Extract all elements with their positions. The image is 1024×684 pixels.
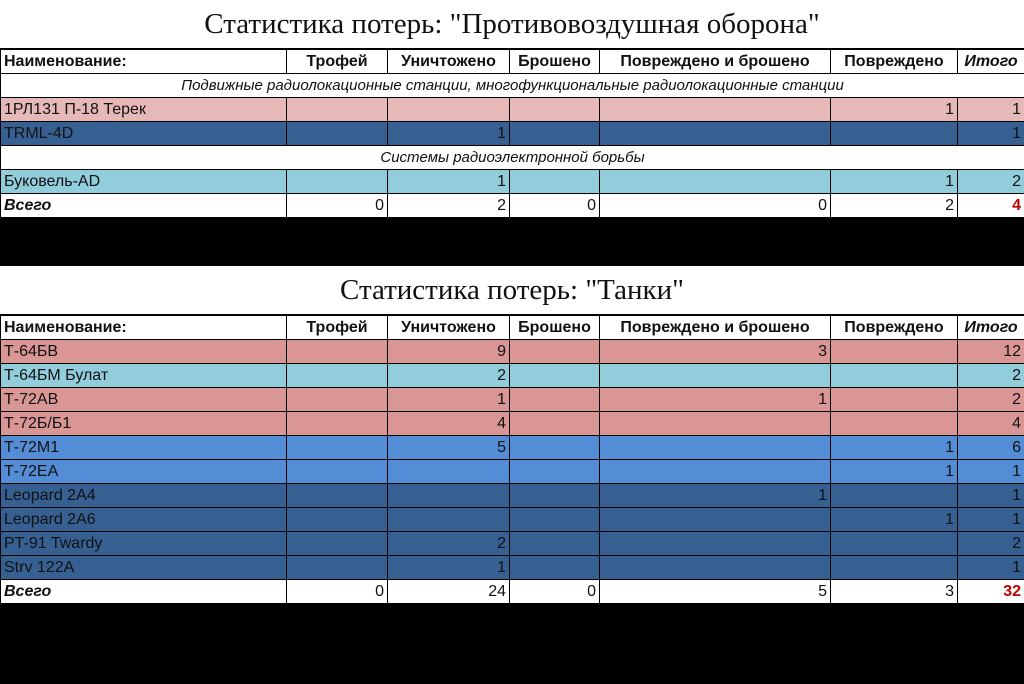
value-cell [600,508,831,532]
row-total-cell: 12 [958,340,1024,364]
row-name: TRML-4D [1,122,287,146]
header-row [1,316,1024,340]
table-row [1,98,1024,122]
section-label: Подвижные радиолокационные станции, многофункциональные радиолокационные станции [1,74,1024,98]
value-cell [388,460,510,484]
row-name: Всего [1,194,287,218]
row-name: Leopard 2A4 [1,484,287,508]
value-cell: 1 [831,436,958,460]
value-cell: 2 [831,194,958,218]
header-trophy: Трофей [287,316,388,340]
value-cell: 1 [388,122,510,146]
row-name: Всего [1,580,287,604]
row-name: Т-64БМ Булат [1,364,287,388]
value-cell [388,484,510,508]
total-row [1,194,1024,218]
value-cell [510,412,600,436]
value-cell [510,460,600,484]
value-cell [600,460,831,484]
value-cell [287,532,388,556]
value-cell [388,98,510,122]
value-cell: 1 [831,98,958,122]
value-cell [831,412,958,436]
value-cell: 0 [287,194,388,218]
value-cell [510,388,600,412]
table-row [1,340,1024,364]
row-total-cell: 2 [958,388,1024,412]
value-cell [510,122,600,146]
row-total-cell: 32 [958,580,1024,604]
air-defense-table [0,49,1024,218]
value-cell: 1 [388,556,510,580]
row-name: PT-91 Twardy [1,532,287,556]
row-total-cell: 4 [958,412,1024,436]
table-row [1,170,1024,194]
row-name: Т-72Б/Б1 [1,412,287,436]
value-cell [600,532,831,556]
section-row [1,146,1024,170]
header-row [1,50,1024,74]
value-cell [510,508,600,532]
value-cell [831,532,958,556]
row-name: Т-72М1 [1,436,287,460]
value-cell: 1 [831,508,958,532]
row-total-cell: 6 [958,436,1024,460]
table-row [1,122,1024,146]
row-name: Strv 122A [1,556,287,580]
row-total-cell: 2 [958,532,1024,556]
header-abandoned: Брошено [510,316,600,340]
value-cell [287,388,388,412]
value-cell [600,122,831,146]
tanks-title: Статистика потерь: "Танки" [0,266,1024,315]
value-cell [287,436,388,460]
row-total-cell: 1 [958,122,1024,146]
row-total-cell: 1 [958,484,1024,508]
value-cell: 0 [600,194,831,218]
row-name: Т-72АВ [1,388,287,412]
row-name: Т-64БВ [1,340,287,364]
row-total-cell: 2 [958,170,1024,194]
table-row [1,364,1024,388]
section-row [1,74,1024,98]
value-cell: 1 [600,388,831,412]
value-cell: 5 [600,580,831,604]
value-cell: 2 [388,364,510,388]
tanks-block [0,266,1024,604]
row-total-cell: 1 [958,98,1024,122]
total-row [1,580,1024,604]
value-cell [831,122,958,146]
table-row [1,436,1024,460]
value-cell [510,556,600,580]
value-cell: 24 [388,580,510,604]
header-damaged-abandoned: Повреждено и брошено [600,316,831,340]
value-cell [287,508,388,532]
row-total-cell: 4 [958,194,1024,218]
value-cell [510,170,600,194]
value-cell [510,436,600,460]
table-row [1,388,1024,412]
row-name: 1РЛ131 П-18 Терек [1,98,287,122]
value-cell: 0 [287,580,388,604]
row-total-cell: 1 [958,508,1024,532]
value-cell [831,556,958,580]
value-cell [388,508,510,532]
air-defense-title: Статистика потерь: "Противовоздушная оборона" [0,0,1024,49]
value-cell [287,122,388,146]
value-cell [600,170,831,194]
header-damaged-abandoned: Повреждено и брошено [600,50,831,74]
value-cell [510,364,600,388]
table-row [1,556,1024,580]
table-row [1,484,1024,508]
table-row [1,508,1024,532]
table-row [1,532,1024,556]
value-cell: 2 [388,532,510,556]
air-defense-block [0,0,1024,218]
value-cell: 1 [600,484,831,508]
value-cell [600,364,831,388]
value-cell: 1 [831,460,958,484]
header-trophy: Трофей [287,50,388,74]
value-cell: 1 [388,170,510,194]
header-destroyed: Уничтожено [388,316,510,340]
value-cell [600,98,831,122]
row-name: Буковель-AD [1,170,287,194]
value-cell [831,388,958,412]
value-cell: 4 [388,412,510,436]
value-cell [287,412,388,436]
header-name: Наименование: [1,50,287,74]
value-cell: 5 [388,436,510,460]
value-cell: 3 [831,580,958,604]
value-cell [600,556,831,580]
value-cell [600,412,831,436]
value-cell: 0 [510,580,600,604]
row-name: Т-72ЕА [1,460,287,484]
value-cell [510,484,600,508]
value-cell: 1 [388,388,510,412]
tanks-table [0,315,1024,604]
value-cell [287,98,388,122]
value-cell: 9 [388,340,510,364]
header-name: Наименование: [1,316,287,340]
section-label: Системы радиоэлектронной борьбы [1,146,1024,170]
value-cell: 0 [510,194,600,218]
value-cell [831,340,958,364]
header-damaged: Повреждено [831,316,958,340]
header-total: Итого [958,50,1024,74]
separator [0,218,1024,266]
value-cell [510,532,600,556]
value-cell: 3 [600,340,831,364]
header-destroyed: Уничтожено [388,50,510,74]
value-cell [287,340,388,364]
value-cell [287,364,388,388]
value-cell: 2 [388,194,510,218]
row-total-cell: 1 [958,556,1024,580]
row-name: Leopard 2A6 [1,508,287,532]
value-cell [287,556,388,580]
header-damaged: Повреждено [831,50,958,74]
value-cell [287,170,388,194]
header-abandoned: Брошено [510,50,600,74]
value-cell [287,460,388,484]
header-total: Итого [958,316,1024,340]
value-cell [831,364,958,388]
row-total-cell: 1 [958,460,1024,484]
row-total-cell: 2 [958,364,1024,388]
value-cell [510,340,600,364]
value-cell [510,98,600,122]
value-cell [600,436,831,460]
table-row [1,412,1024,436]
table-row [1,460,1024,484]
value-cell [287,484,388,508]
value-cell [831,484,958,508]
value-cell: 1 [831,170,958,194]
